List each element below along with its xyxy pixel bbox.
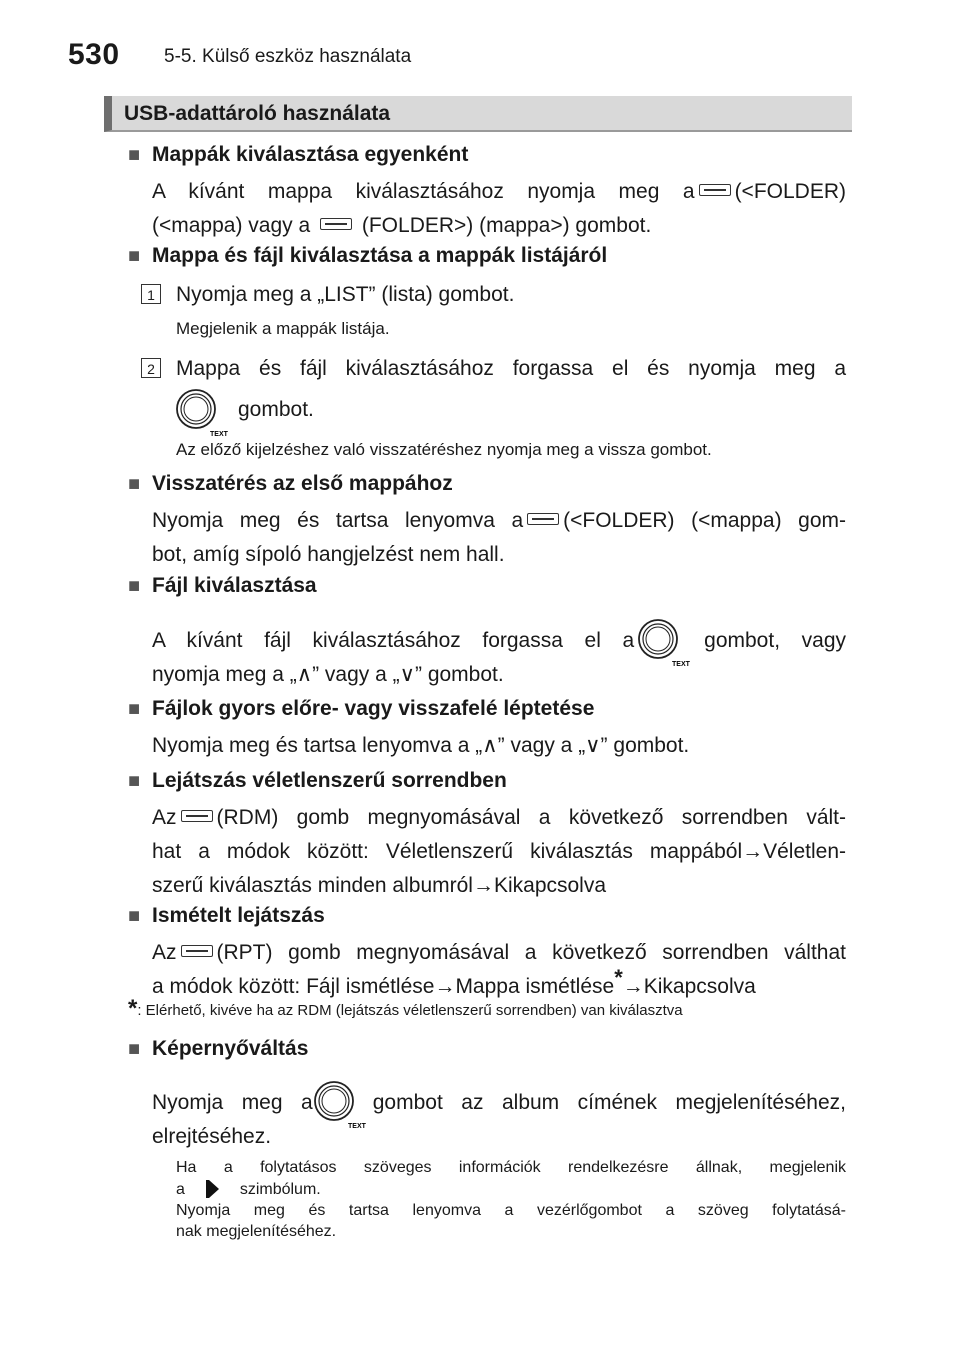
para-line: Az (RDM) gomb megnyomásával a következő sorrendben vált- xyxy=(152,806,846,829)
heading-list-select: Mappa és fájl kiválasztása a mappák listájáról xyxy=(152,244,608,267)
tune-knob-icon xyxy=(310,1080,366,1130)
para-screen-switch-line2: elrejtéséhez. xyxy=(152,1125,272,1148)
chapter-title: 5-5. Külső eszköz használata xyxy=(164,46,412,67)
folder-prev-button-icon xyxy=(527,513,559,525)
heading-folder-select: Mappák kiválasztása egyenként xyxy=(152,143,469,166)
step-2-text-cont: gombot. xyxy=(238,398,314,421)
para-fast-forward: Nyomja meg és tartsa lenyomva a „∧” vagy a „∨” gombot. xyxy=(152,734,690,757)
note-line: Ha a folytatásos szöveges információk rendelkezésre állnak, megjelenik xyxy=(176,1159,846,1176)
heading-repeat: Ismételt lejátszás xyxy=(152,904,325,927)
para-line: hat a módok között: Véletlenszerű kiválasztás mappából→Véletlen- xyxy=(152,840,846,863)
para-line: szerű kiválasztás minden albumról→Kikapcsolva xyxy=(152,874,607,897)
svg-text:TEXT: TEXT xyxy=(672,661,690,668)
para-repeat xyxy=(152,936,846,1004)
bullet-icon: ■ xyxy=(128,905,141,927)
para-line: A kívánt mappa kiválasztásához nyomja meg a (<FOLDER) xyxy=(152,180,846,203)
para-folder-select xyxy=(152,175,846,243)
note-line: nak megjelenítéséhez. xyxy=(176,1223,337,1240)
step-number-1: 1 xyxy=(141,284,161,304)
para-line: (<mappa) vagy a (FOLDER>) (mappa>) gombot. xyxy=(152,214,652,237)
footnote: *: Elérhető, kivéve ha az RDM (lejátszás véletlenszerű sorrendben) van kiválasztva xyxy=(128,995,683,1022)
note-line: a szimbólum. xyxy=(176,1178,846,1200)
bullet-icon: ■ xyxy=(128,575,141,597)
step-2-note: Az előző kijelzéshez való visszatéréshez nyomja meg a vissza gombot. xyxy=(176,440,712,459)
section-title: USB-adattároló használata xyxy=(124,102,391,125)
page-number: 530 xyxy=(68,38,120,71)
note-line: Nyomja meg és tartsa lenyomva a vezérlőgombot a szöveg folytatásá- xyxy=(176,1202,846,1219)
para-line: Nyomja meg és tartsa lenyomva a (<FOLDER) (<mappa) gom- xyxy=(152,509,846,532)
para-file-select-line2: nyomja meg a „∧” vagy a „∨” gombot. xyxy=(152,663,504,686)
note-screen-switch xyxy=(176,1157,846,1242)
para-line: bot, amíg sípoló hangjelzést nem hall. xyxy=(152,543,505,566)
tune-knob-icon xyxy=(634,618,690,668)
heading-screen-switch: Képernyőváltás xyxy=(152,1037,309,1060)
heading-random: Lejátszás véletlenszerű sorrendben xyxy=(152,769,507,792)
para-first-folder xyxy=(152,504,846,572)
section-header xyxy=(104,96,852,132)
heading-first-folder: Visszatérés az első mappához xyxy=(152,472,453,495)
bullet-icon: ■ xyxy=(128,245,141,267)
svg-text:TEXT: TEXT xyxy=(348,1123,366,1130)
bullet-icon: ■ xyxy=(128,770,141,792)
step-1-note: Megjelenik a mappák listája. xyxy=(176,319,390,338)
para-line: a módok között: Fájl ismétlése→Mappa ismétlése*→Kikapcsolva xyxy=(152,965,756,998)
folder-prev-button-icon xyxy=(699,184,731,196)
bullet-icon: ■ xyxy=(128,473,141,495)
text-continue-symbol-icon xyxy=(203,1178,225,1200)
heading-fast-forward: Fájlok gyors előre- vagy visszafelé léptetése xyxy=(152,697,595,720)
bullet-icon: ■ xyxy=(128,1038,141,1060)
step-1-text: Nyomja meg a „LIST” (lista) gombot. xyxy=(176,283,515,306)
rdm-button-icon xyxy=(181,810,213,822)
tune-knob-icon xyxy=(172,388,228,438)
para-screen-switch-line1: Nyomja meg a gombot az album címének megjelenítéséhez, xyxy=(152,1091,846,1114)
para-random xyxy=(152,801,846,903)
bullet-icon: ■ xyxy=(128,144,141,166)
para-file-select-line1: A kívánt fájl kiválasztásához forgassa el a gombot, vagy xyxy=(152,629,846,652)
step-number-2: 2 xyxy=(141,358,161,378)
heading-file-select: Fájl kiválasztása xyxy=(152,574,317,597)
para-line: Az (RPT) gomb megnyomásával a következő sorrendben válthat xyxy=(152,941,846,964)
step-2-text: Mappa és fájl kiválasztásához forgassa el és nyomja meg a xyxy=(176,357,846,380)
rpt-button-icon xyxy=(181,945,213,957)
svg-text:TEXT: TEXT xyxy=(210,431,228,438)
bullet-icon: ■ xyxy=(128,698,141,720)
folder-next-button-icon xyxy=(320,218,352,230)
